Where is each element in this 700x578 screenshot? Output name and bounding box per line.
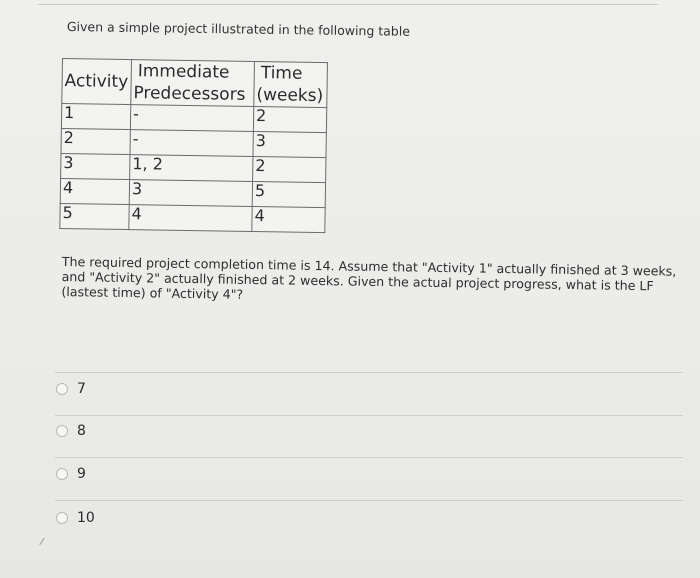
cell-activity: 2 (61, 128, 130, 154)
option-label: 8 (77, 423, 86, 439)
cell-predecessors: 4 (129, 205, 252, 232)
cell-activity: 4 (60, 178, 129, 204)
header-predecessors-line1: Immediate (137, 61, 230, 83)
cell-activity: 3 (61, 153, 130, 179)
header-predecessors (131, 60, 255, 107)
header-time (254, 62, 328, 108)
cell-time: 3 (253, 132, 326, 158)
option-divider (55, 372, 683, 373)
table-row (60, 203, 325, 232)
header-time-line1: Time (260, 63, 303, 84)
option-8[interactable] (56, 423, 86, 439)
option-label: 9 (77, 466, 86, 482)
cell-time: 2 (253, 157, 326, 183)
top-divider (38, 4, 658, 5)
cell-time: 2 (253, 107, 326, 133)
option-7[interactable] (56, 381, 86, 397)
radio-button-icon[interactable] (56, 512, 68, 524)
radio-button-icon[interactable] (56, 425, 68, 437)
cell-time: 4 (252, 207, 325, 233)
header-activity (62, 59, 132, 105)
radio-button-icon[interactable] (56, 468, 68, 480)
cell-predecessors: - (130, 105, 253, 132)
cell-activity: 1 (61, 104, 130, 130)
cell-activity: 5 (60, 203, 129, 229)
question-text: The required project completion time is 14. Assume that "Activity 1" actually finished at 3 weeks, and "Activity 2" actually finished at 2 weeks. Given the actual project progress, what is the LF (lastest time) of "Activity 4"? (61, 254, 677, 302)
cell-predecessors: 1, 2 (130, 155, 253, 182)
option-10[interactable] (56, 510, 95, 526)
cell-predecessors: 3 (129, 180, 252, 207)
option-divider (55, 500, 683, 501)
header-predecessors-line2: Predecessors (133, 83, 246, 105)
activity-table (59, 58, 328, 233)
intro-text: Given a simple project illustrated in the following table (66, 19, 411, 39)
option-divider (55, 457, 683, 458)
option-label: 7 (77, 381, 86, 397)
header-activity-label: Activity (64, 71, 129, 93)
stray-mark (39, 538, 44, 545)
radio-button-icon[interactable] (56, 383, 68, 395)
option-9[interactable] (56, 466, 86, 482)
header-time-line2: (weeks) (256, 85, 324, 107)
table-header-row (62, 59, 328, 108)
cell-time: 5 (252, 182, 325, 208)
activity-table-wrapper (59, 58, 328, 233)
option-label: 10 (77, 510, 95, 526)
option-divider (55, 415, 683, 416)
cell-predecessors: - (130, 130, 253, 157)
